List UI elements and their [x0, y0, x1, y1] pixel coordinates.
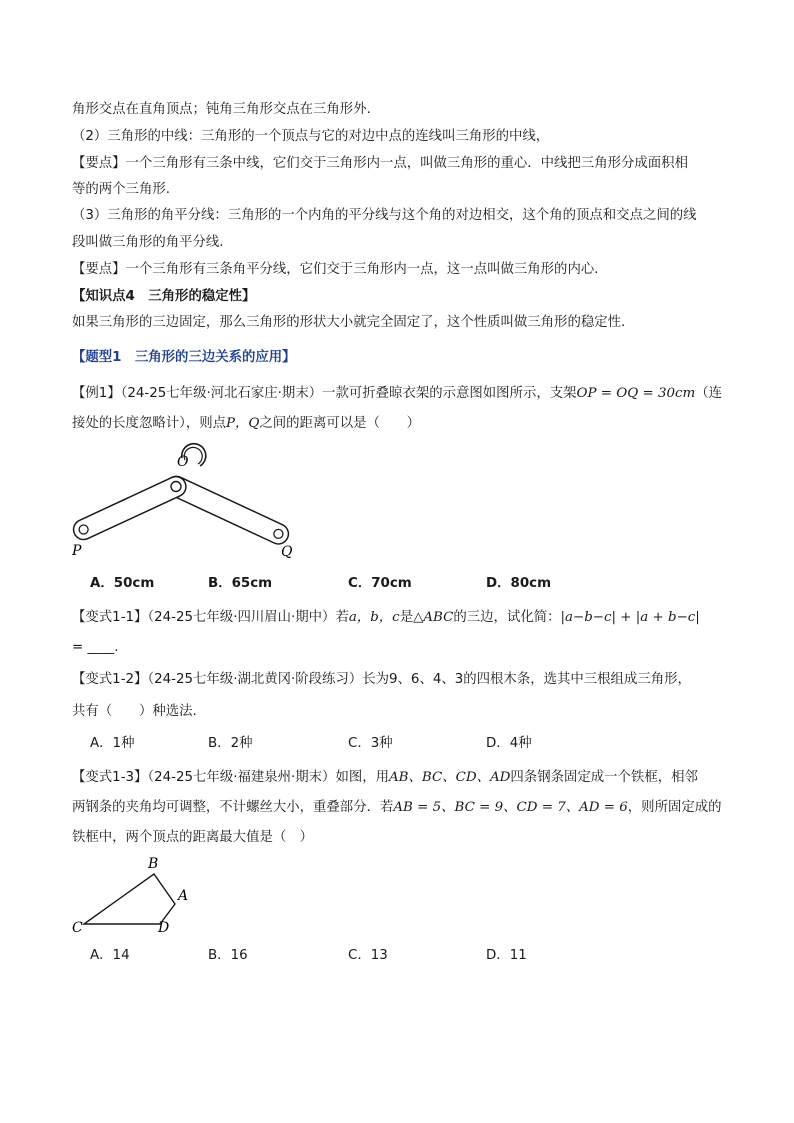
variant13-line-1a: 【变式1-3】（24-25七年级·福建泉州·期末）如图，用 [72, 770, 390, 785]
label-b: B [148, 856, 159, 872]
example1-line-2 [72, 414, 420, 434]
variant13-option-b[interactable]: B．16 [208, 948, 248, 963]
quadrilateral-abcd [84, 874, 175, 924]
intro-line-5: （3）三角形的角平分线：三角形的一个内角的平分线与这个角的对边相交，这个角的顶点和交点之间的线 [72, 208, 697, 223]
variant13-line-2a: 两钢条的夹角均可调整，不计螺丝大小，重叠部分．若 [72, 800, 394, 815]
knowledge4-title: 【知识点4 三角形的稳定性】 [72, 289, 256, 304]
variant12-option-b[interactable]: B．2种 [208, 736, 253, 751]
iron-frame-figure [72, 852, 202, 938]
variant11-math-triangle: △ABC [413, 610, 454, 625]
label-c: C [72, 920, 83, 936]
variant13-option-d[interactable]: D．11 [486, 948, 527, 963]
drying-rack-figure [72, 442, 312, 567]
intro-line-2: （2）三角形的中线：三角形的一个顶点与它的对边中点的连线叫三角形的中线， [72, 129, 550, 144]
intro-line-3: 【要点】一个三角形有三条中线，它们交于三角形内一点，叫做三角形的重心．中线把三角形分成面积相 [72, 156, 688, 171]
arm-op [74, 477, 186, 540]
label-o: O [177, 454, 189, 470]
example1-option-d[interactable]: D．80cm [486, 576, 552, 591]
variant12-option-d[interactable]: D．4种 [486, 736, 532, 751]
example1-line-1 [72, 384, 722, 404]
example1-line-2b: 之间的距离可以是（ ） [259, 416, 421, 431]
example1-math-op-oq: OP = OQ = 30cm [576, 386, 696, 401]
example1-option-b[interactable]: B．65cm [208, 576, 273, 591]
variant11-line-1 [72, 608, 700, 628]
example1-option-c[interactable]: C．70cm [348, 576, 412, 591]
intro-line-7: 【要点】一个三角形有三条角平分线，它们交于三角形内一点，这一点叫做三角形的内心. [72, 262, 599, 277]
example1-line-1a: 【例1】（24-25七年级·河北石家庄·期末）一款可折叠晾衣架的示意图如图所示，支架 [72, 386, 577, 401]
variant11-math-expr: |a−b−c| + |a + b−c| [560, 610, 700, 625]
topic1-title: 【题型1 三角形的三边关系的应用】 [72, 350, 296, 365]
label-a: A [178, 888, 189, 904]
variant12-option-a[interactable]: A．1种 [90, 736, 135, 751]
label-q: Q [281, 544, 293, 560]
variant13-math-lengths: AB = 5、BC = 9、CD = 7、AD = 6 [393, 800, 628, 815]
variant11-line-1a: 【变式1-1】（24-25七年级·四川眉山·期中）若 [72, 610, 349, 625]
example1-line-1b: （连 [695, 386, 722, 401]
variant13-math-bars: AB、BC、CD、AD [389, 770, 511, 785]
example1-math-pq: P，Q [226, 416, 260, 431]
example1-option-a[interactable]: A．50cm [90, 576, 155, 591]
variant11-line-1c: 的三边，试化简： [453, 610, 561, 625]
intro-line-4: 等的两个三角形. [72, 182, 170, 197]
example1-line-2a: 接处的长度忽略计），则点 [72, 416, 226, 431]
variant13-line-2 [72, 798, 722, 818]
variant11-math-abc: a，b，c [348, 610, 400, 625]
label-p: P [72, 543, 82, 559]
label-d: D [158, 920, 170, 936]
variant11-line-2: = ____. [72, 640, 119, 655]
knowledge4-text: 如果三角形的三边固定，那么三角形的形状大小就完全固定了，这个性质叫做三角形的稳定性. [72, 315, 626, 330]
intro-line-6: 段叫做三角形的角平分线. [72, 235, 224, 250]
intro-line-1: 角形交点在直角顶点；钝角三角形交点在三角形外. [72, 102, 371, 117]
variant13-option-c[interactable]: C．13 [348, 948, 388, 963]
variant13-line-1b: 四条钢条固定成一个铁框，相邻 [510, 770, 698, 785]
variant13-line-1 [72, 768, 698, 788]
variant13-line-3: 铁框中，两个顶点的距离最大值是（ ） [72, 830, 314, 845]
variant12-option-c[interactable]: C．3种 [348, 736, 393, 751]
variant13-option-a[interactable]: A．14 [90, 948, 130, 963]
variant12-line-2: 共有（ ）种选法. [72, 704, 197, 719]
variant13-line-2b: ，则所固定成的 [627, 800, 722, 815]
variant11-line-1b: 是 [399, 610, 414, 625]
pivot-o [171, 482, 181, 492]
variant12-line-1: 【变式1-2】（24-25七年级·湖北黄冈·阶段练习）长为9、6、4、3的四根木条，选其中三根组成三角形， [72, 672, 691, 687]
